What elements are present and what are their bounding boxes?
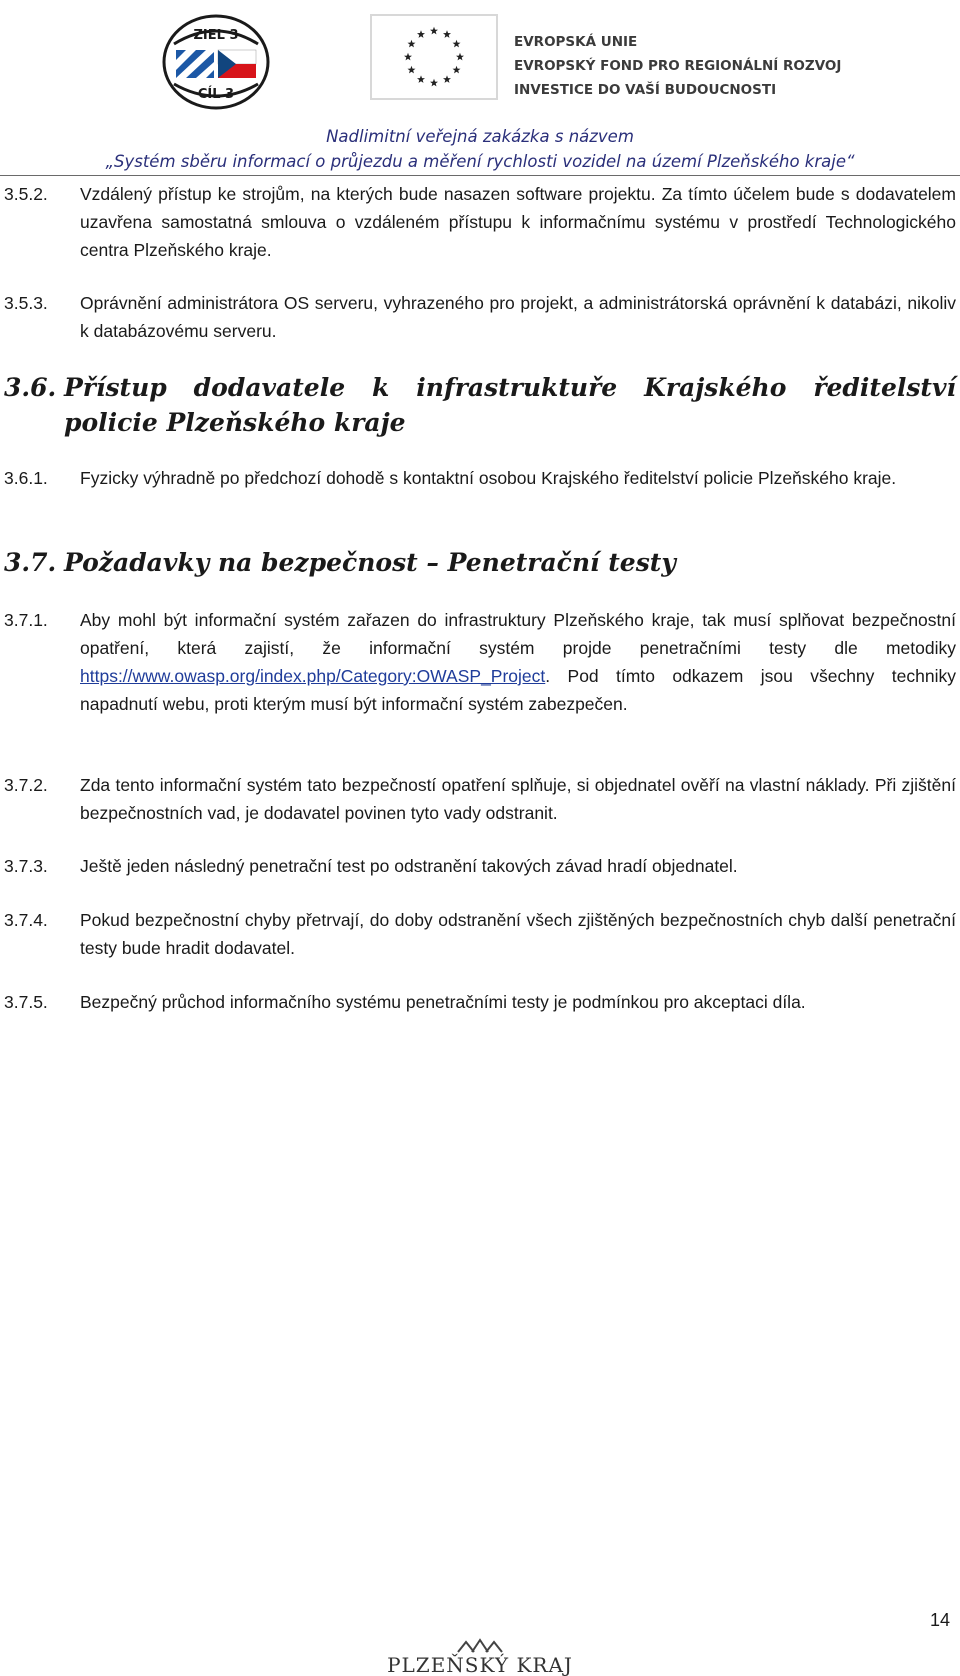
plzensky-kraj-logo (360, 1636, 600, 1676)
eu-star (417, 75, 425, 83)
list-item-3-7-4 (4, 906, 956, 962)
eu-star (456, 53, 464, 61)
item-number: 3.7.4. (4, 910, 48, 930)
footer-logo-text: PLZEŇSKÝ KRAJ (387, 1653, 573, 1676)
eu-star (404, 53, 412, 61)
item-number: 3.7.1. (4, 610, 48, 630)
item-text: Zda tento informační systém tato bezpečností opatření splňuje, si objednatel ověří na vlastní náklady. Při zjištění bezpečnostních vad, je dodavatel povinen tyto vady odstranit. (80, 775, 956, 823)
list-item-3-5-3 (4, 289, 956, 345)
item-number: 3.5.3. (4, 293, 48, 313)
page-number: 14 (930, 1610, 951, 1630)
item-text: Ještě jeden následný penetrační test po odstranění takových závad hradí objednatel. (80, 856, 738, 876)
list-item-3-7-2 (4, 771, 956, 827)
eu-star (443, 30, 451, 38)
eu-text-line-1: EVROPSKÁ UNIE (514, 34, 638, 50)
eu-star (407, 40, 415, 48)
heading-number: 3.7. (4, 548, 57, 577)
section-heading-3-7 (4, 545, 956, 580)
eu-star (430, 79, 438, 87)
item-text: Fyzicky výhradně po předchozí dohodě s kontaktní osobou Krajského ředitelství policie Plzeňského kraje. (80, 468, 897, 488)
eu-stars-icon (372, 16, 496, 98)
item-text: Vzdálený přístup ke strojům, na kterých bude nasazen software projektu. Za tímto účelem bude s dodavatelem uzavřena samostatná smlouva o vzdáleném přístupu k informačnímu systému v prostředí Technologického centra Plzeňského kraje. (80, 184, 956, 260)
eu-star (407, 66, 415, 74)
list-item-3-7-1 (4, 606, 956, 718)
eu-star (443, 75, 451, 83)
list-item-3-7-3 (4, 852, 956, 880)
section-heading-3-6 (4, 370, 956, 440)
heading-text: Požadavky na bezpečnost – Penetrační testy (64, 548, 676, 577)
ziel3-cil3-logo (162, 14, 270, 110)
eu-star (453, 66, 461, 74)
eu-text-line-3: INVESTICE DO VAŠÍ BUDOUCNOSTI (514, 82, 777, 98)
item-text: Pokud bezpečnostní chyby přetrvají, do doby odstranění všech zjištěných bezpečnostních chyb další penetrační testy bude hradit dodavatel. (80, 910, 956, 958)
list-item-3-5-2 (4, 180, 956, 264)
eu-text-block (514, 30, 841, 102)
item-text-before-link: Aby mohl být informační systém zařazen do infrastruktury Plzeňského kraje, tak musí splňovat bezpečnostní opatření, která zajistí, že informační systém projde penetračními testy dle metodiky (80, 610, 956, 658)
item-text (80, 606, 956, 718)
header-title-line2: „Systém sběru informací o průjezdu a měření rychlosti vozidel na území Plzeňského kraje“ (105, 152, 855, 171)
item-number: 3.7.5. (4, 992, 48, 1012)
item-number: 3.5.2. (4, 184, 48, 204)
list-item-3-7-5 (4, 988, 956, 1016)
header-title-line1: Nadlimitní veřejná zakázka s názvem (326, 127, 634, 146)
item-number: 3.7.2. (4, 775, 48, 795)
heading-number: 3.6. (4, 373, 57, 402)
document-header-title (0, 124, 960, 174)
ziel-logo-line2: CÍL 3 (197, 87, 235, 102)
owasp-link[interactable]: https://www.owasp.org/index.php/Category:OWASP_Project (80, 666, 546, 686)
item-text: Bezpečný průchod informačního systému penetračními testy je podmínkou pro akceptaci díla. (80, 992, 806, 1012)
item-number: 3.6.1. (4, 468, 48, 488)
eu-flag (370, 14, 498, 100)
item-text-after-link: . Pod tímto odkazem jsou všechny techniky napadnutí webu, proti kterým musí být informační systém zabezpečen. (80, 666, 956, 714)
eu-text-line-2: EVROPSKÝ FOND PRO REGIONÁLNÍ ROZVOJ (514, 58, 842, 74)
eu-star (417, 30, 425, 38)
item-number: 3.7.3. (4, 856, 48, 876)
item-text: Oprávnění administrátora OS serveru, vyhrazeného pro projekt, a administrátorská oprávnění k databázi, nikoliv k databázovému serveru. (80, 293, 956, 341)
ziel-logo-line1: ZIEL 3 (193, 28, 239, 43)
header-divider (0, 175, 960, 176)
heading-text: Přístup dodavatele k infrastruktuře Krajského ředitelství policie Plzeňského kraje (64, 373, 956, 437)
eu-star (453, 40, 461, 48)
list-item-3-6-1 (4, 464, 956, 492)
eu-star (430, 27, 438, 35)
